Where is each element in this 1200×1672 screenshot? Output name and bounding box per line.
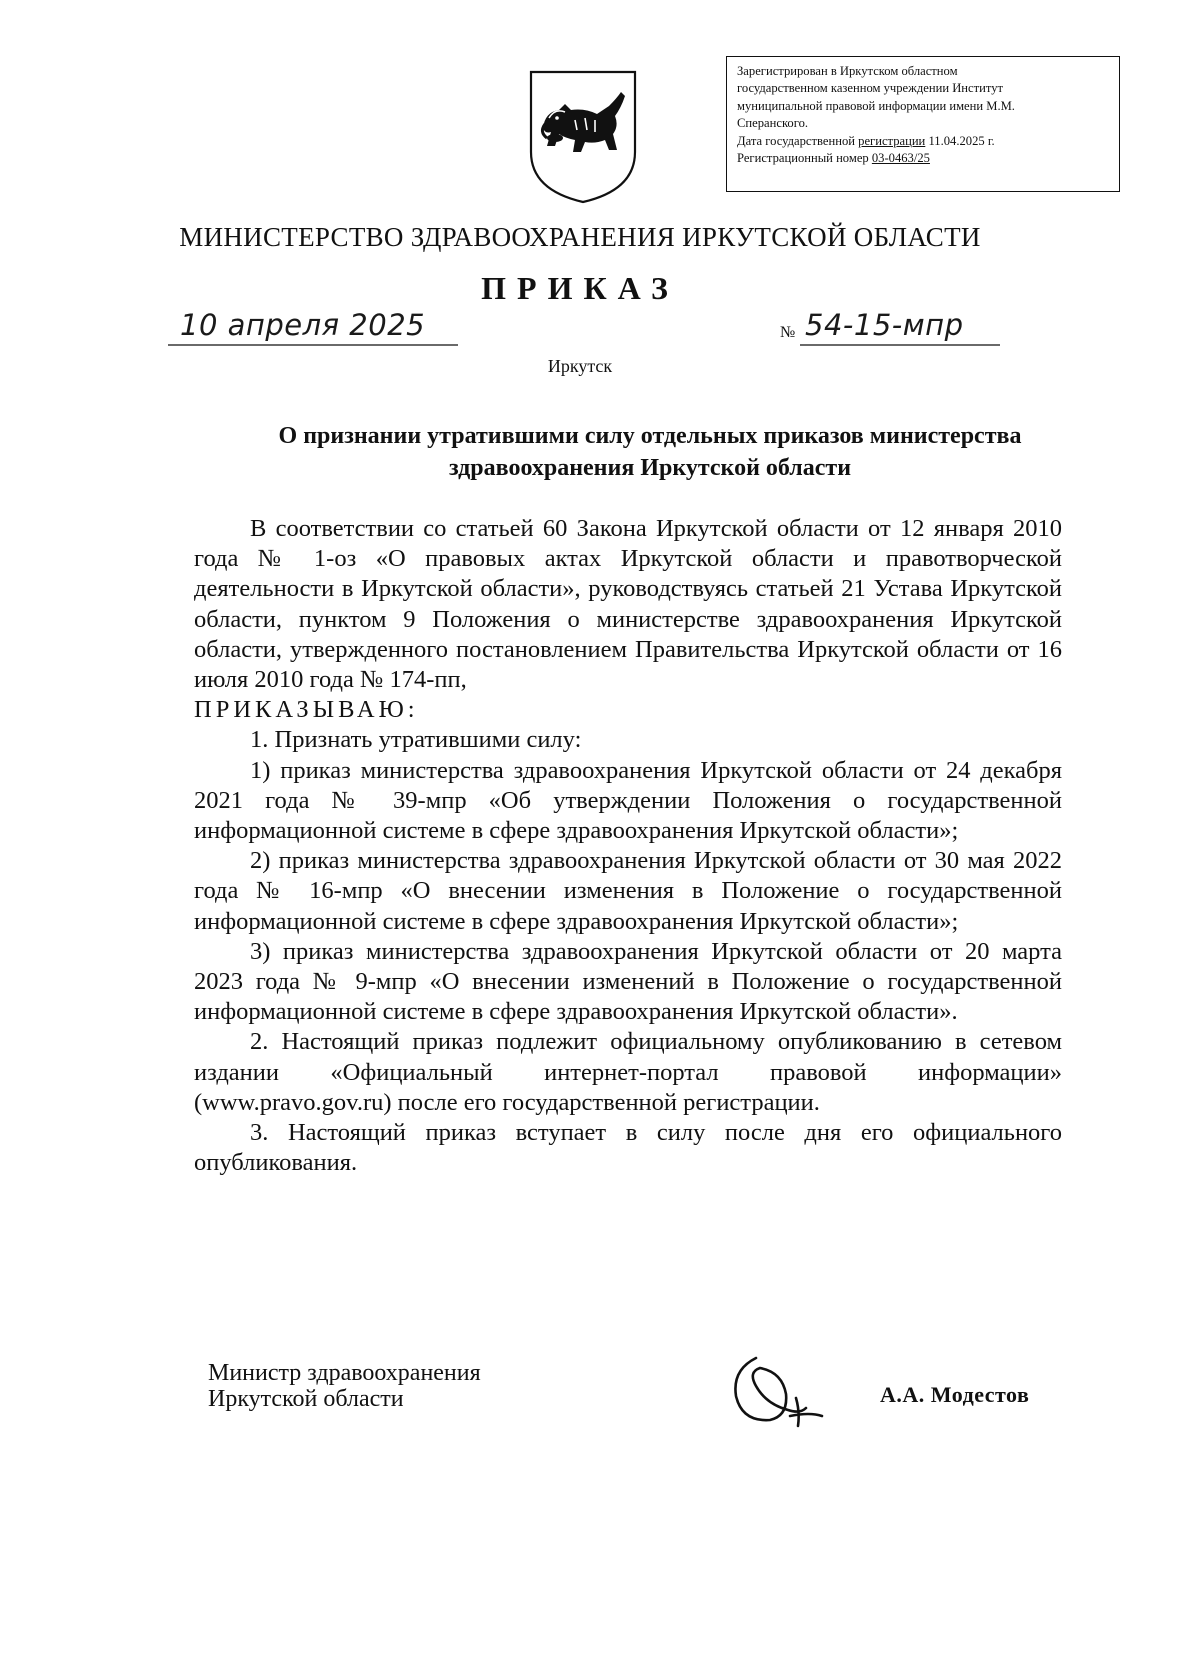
stamp-number-value: 03-0463/25 — [871, 151, 930, 166]
handwritten-date: 10 апреля 2025 — [180, 308, 426, 342]
order-word: ПРИКАЗЫВАЮ: — [194, 696, 419, 724]
handwritten-order-number: 54-15-мпр — [805, 308, 964, 342]
stamp-line: муниципальной правовой информации имени М.М. — [737, 98, 1015, 113]
signer-title-line: Министр здравоохранения — [208, 1360, 481, 1386]
stamp-registration-date — [737, 133, 1109, 150]
ministry-name: МИНИСТЕРСТВО ЗДРАВООХРАНЕНИЯ ИРКУТСКОЙ ОБЛАСТИ — [179, 222, 981, 252]
stamp-line: Сперанского. — [737, 116, 809, 131]
stamp-date-value: 11.04.2025 г. — [925, 133, 995, 148]
preamble-paragraph: В соответствии со статьей 60 Закона Иркутской области от 12 января 2010 года № 1-оз «О правовых актах Иркутской области и правотворческой деятельности в Иркутской области», руководствуясь статьей 21 Устава Иркутской области, пунктом 9 Положения о министерстве здравоохранения Иркутской области, утвержденного постановлением Правительства Иркутской области от 16 июля 2010 года № 174-пп, — [194, 515, 1062, 694]
document-type-title: ПРИКАЗ — [481, 270, 679, 306]
document-body — [194, 514, 1062, 1178]
clause-2: 2. Настоящий приказ подлежит официальному опубликованию в сетевом издании «Официальный интернет-портал правовой информации» (www.pravo.gov.ru) после его государственной регистрации. — [194, 1028, 1062, 1116]
subject-line: здравоохранения Иркутской области — [448, 455, 852, 481]
subject-line: О признании утратившими силу отдельных приказов министерства — [278, 423, 1022, 449]
date-underline — [168, 342, 458, 348]
clause-1-1: 1) приказ министерства здравоохранения Иркутской области от 24 декабря 2021 года № 39-мпр «Об утверждении Положения о государственной информационной системе в сфере здравоохранения Иркутской области»; — [194, 756, 1062, 845]
clause-3: 3. Настоящий приказ вступает в силу после дня его официального опубликования. — [194, 1119, 1062, 1177]
document-subject — [200, 420, 1100, 484]
stamp-date-label: Дата государственной — [737, 133, 859, 148]
number-sign: № — [780, 324, 796, 341]
city-name: Иркутск — [547, 356, 613, 376]
signer-title-line: Иркутской области — [208, 1386, 404, 1412]
signer-title — [208, 1360, 481, 1412]
stamp-registration-number — [737, 150, 1109, 167]
handwritten-signature-icon — [726, 1350, 836, 1430]
stamp-number-label: Регистрационный номер — [737, 151, 872, 166]
coat-of-arms-emblem-icon — [525, 68, 641, 206]
number-underline — [800, 342, 1000, 348]
registration-stamp — [726, 56, 1120, 192]
clause-1: 1. Признать утратившими силу: — [250, 726, 582, 754]
stamp-date-label-underlined: регистрации — [858, 133, 926, 148]
stamp-line: государственном казенном учреждении Институт — [737, 81, 1004, 96]
signer-name: А.А. Модестов — [880, 1382, 1030, 1407]
clause-1-3: 3) приказ министерства здравоохранения Иркутской области от 20 марта 2023 года № 9-мпр «О внесении изменений в Положение о государственной информационной системе в сфере здравоохранения Иркутской области». — [194, 937, 1062, 1026]
stamp-line: Зарегистрирован в Иркутском областном — [737, 64, 958, 78]
clause-1-2: 2) приказ министерства здравоохранения Иркутской области от 30 мая 2022 года № 16-мпр «О внесении изменения в Положение о государственной информационной системе в сфере здравоохранения Иркутской области»; — [194, 847, 1062, 935]
